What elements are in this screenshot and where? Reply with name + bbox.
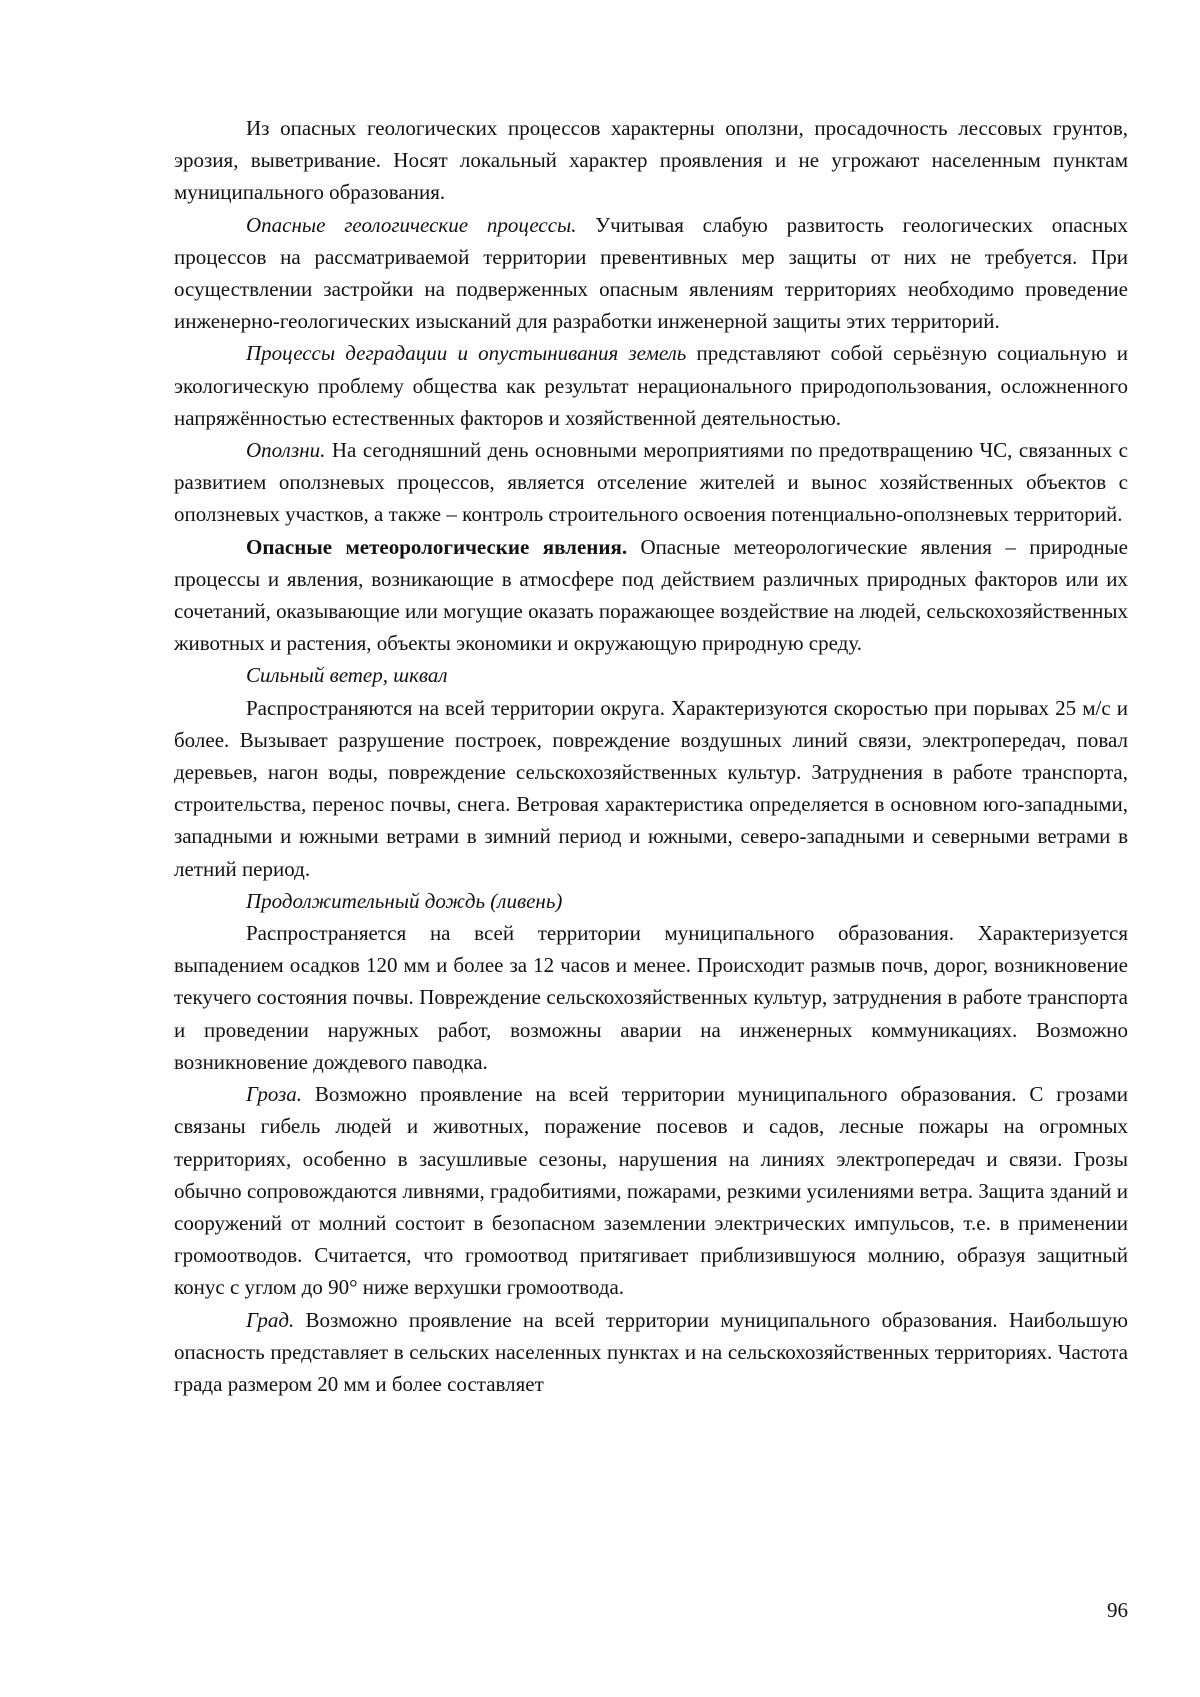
paragraph-thunderstorm [174,1078,1128,1303]
body-text [174,112,1128,1400]
page-number: 96 [1107,1598,1128,1622]
subheading-strong-wind: Сильный ветер, шквал [246,663,448,688]
paragraph-text: Учитывая слабую развитость геологических опасных процессов на рассматриваемой территории превентивных мер защиты от них не требуется. При осуществлении застройки на подверженных опасным явлениям территориях необходимо проведение инженерно-геологических изысканий для разработки инженерной защиты этих территорий. [174,212,1128,334]
paragraph-lead: Процессы деградации и опустынивания земель [246,341,687,366]
paragraph-text: представляют собой серьёзную социальную и экологическую проблему общества как результат нерационального природопользования, осложненного напряжённостью естественных факторов и хозяйственной деятельностью. [174,341,1128,430]
paragraph-text: На сегодняшний день основными мероприятиями по предотвращению ЧС, связанных с развитием оползневых процессов, является отселение жителей и вынос хозяйственных объектов с оползневых участков, а также – контроль строительного освоения потенциально-оползневых территорий. [174,438,1128,527]
paragraph-heavy-rain [174,917,1128,1078]
paragraph-lead: Гроза. [246,1082,303,1107]
paragraph-hail [174,1304,1128,1401]
paragraph-text: Распространяется на всей территории муниципального образования. Характеризуется выпадением осадков 120 мм и более за 12 часов и менее. Происходит размыв почв, дорог, возникновение текучего состояния почвы. Повреждение сельскохозяйственных культур, затруднения в работе транспорта и проведении наружных работ, возможны аварии на инженерных коммуникациях. Возможно возникновение дождевого паводка. [174,921,1128,1074]
paragraph-dangerous-geological [174,209,1128,338]
paragraph-lead: Град. [246,1307,295,1332]
paragraph-text: Возможно проявление на всей территории муниципального образования. Наибольшую опасность представляет в сельских населенных пунктах и на сельскохозяйственных территориях. Частота града размером 20 мм и более составляет [174,1307,1128,1396]
paragraph-degradation [174,337,1128,434]
paragraph-lead: Опасные геологические процессы. [246,212,577,237]
paragraph-meteorological [174,531,1128,660]
paragraph-strong-wind [174,692,1128,885]
paragraph-landslides [174,434,1128,531]
paragraph-text: Опасные метеорологические явления – природные процессы и явления, возникающие в атмосфере под действием различных природных факторов или их сочетаний, оказывающие или могущие оказать поражающее воздействие на людей, сельскохозяйственных животных и растения, объекты экономики и окружающую природную среду. [174,534,1128,656]
subheading-heavy-rain: Продолжительный дождь (ливень) [246,888,563,913]
paragraph-text: Возможно проявление на всей территории муниципального образования. С грозами связаны гибель людей и животных, поражение посевов и садов, лесные пожары на огромных территориях, особенно в засушливые сезоны, нарушения на линиях электропередач и связи. Грозы обычно сопровождаются ливнями, градобитиями, пожарами, резкими усилениями ветра. Защита зданий и сооружений от молний состоит в безопасном заземлении электрических импульсов, т.е. в применении громоотводов. Считается, что громоотвод притягивает приблизившуюся молнию, образуя защитный конус с углом до 90° ниже верхушки громоотвода. [174,1082,1128,1300]
paragraph-text: Из опасных геологических процессов характерны оползни, просадочность лессовых грунтов, эрозия, выветривание. Носят локальный характер проявления и не угрожают населенным пунктам муниципального образования. [174,116,1128,205]
section-heading: Опасные метеорологические явления. [246,534,628,559]
paragraph-lead: Оползни. [246,438,326,463]
paragraph-text: Распространяются на всей территории округа. Характеризуются скоростью при порывах 25 м/с и более. Вызывает разрушение построек, повреждение воздушных линий связи, электропередач, повал деревьев, нагон воды, повреждение сельскохозяйственных культур. Затруднения в работе транспорта, строительства, перенос почвы, снега. Ветровая характеристика определяется в основном юго-западными, западными и южными ветрами в зимний период и южными, северо-западными и северными ветрами в летний период. [174,695,1128,881]
paragraph-geological-processes [174,112,1128,209]
